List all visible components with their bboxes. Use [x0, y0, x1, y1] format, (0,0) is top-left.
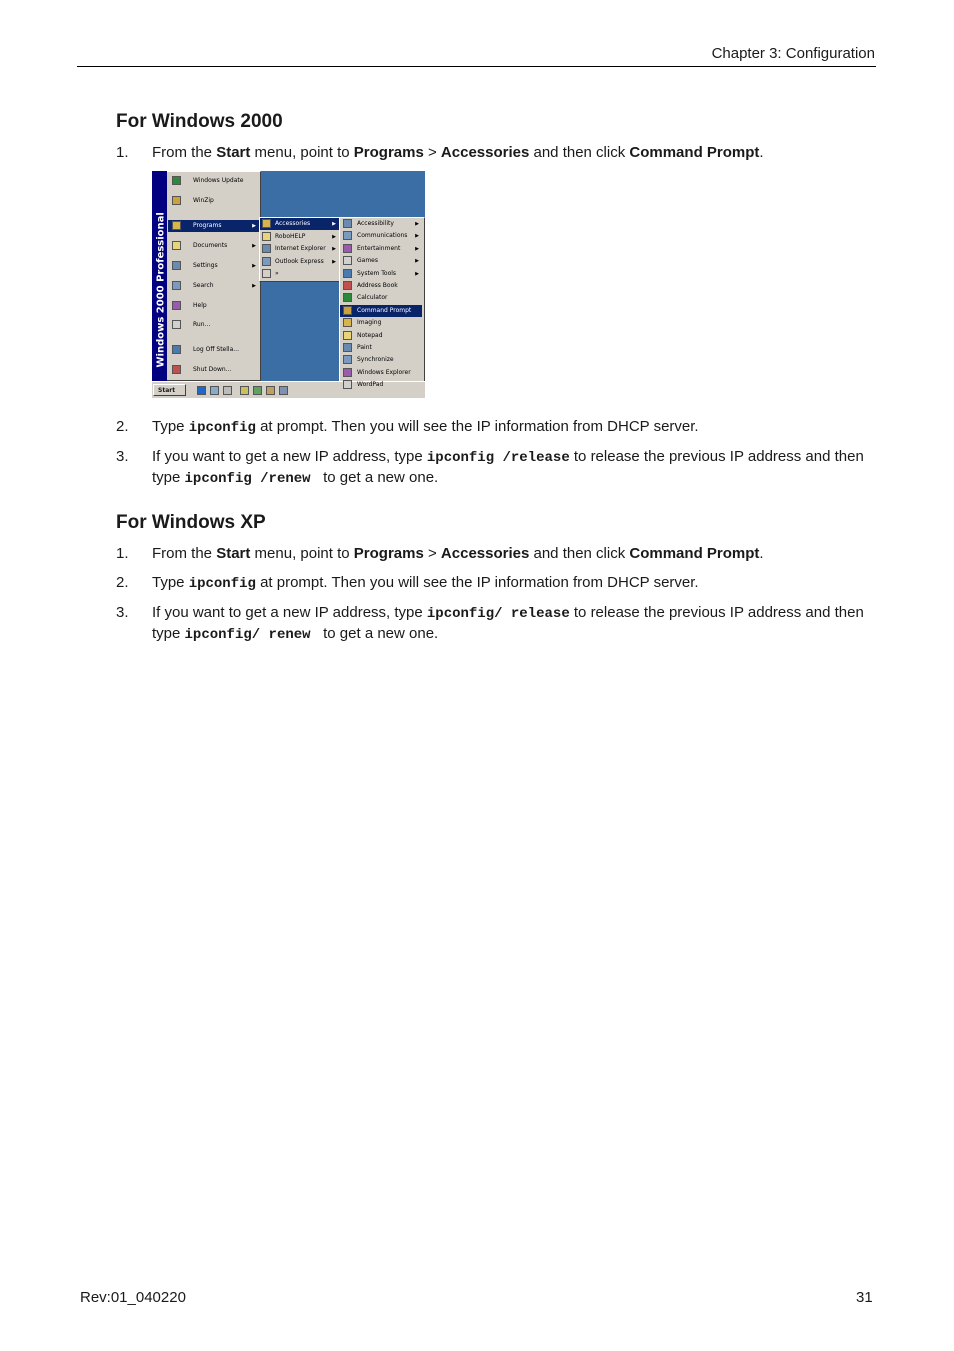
accessories-item-calculator[interactable] — [340, 292, 422, 304]
menu-item-label: Command Prompt — [357, 306, 412, 314]
programs-item-robohelp[interactable] — [260, 231, 339, 243]
start-item-search[interactable] — [168, 280, 259, 292]
calculator-icon — [343, 293, 352, 302]
start-item-log-off-stella[interactable] — [168, 344, 259, 356]
windows-explorer-icon — [343, 368, 352, 377]
submenu-arrow-icon: ▶ — [252, 243, 256, 249]
menu-item-label: Entertainment — [357, 244, 401, 252]
menu-item-label: Accessories — [275, 220, 311, 227]
programs-item-outlook-express[interactable] — [260, 256, 339, 268]
menu-item-label: Shut Down... — [193, 366, 232, 373]
menu-item-label: Log Off Stella... — [193, 346, 239, 353]
submenu-arrow-icon: ▶ — [252, 223, 256, 229]
programs-item-internet-explorer[interactable] — [260, 243, 339, 255]
tray-icon[interactable] — [266, 386, 275, 395]
internet-explorer-icon — [262, 244, 271, 253]
menu-item-label: Accessibility — [357, 220, 394, 227]
imaging-icon — [343, 318, 352, 327]
section-title-windows-xp: For Windows XP — [116, 512, 266, 533]
menu-item-label: WordPad — [357, 381, 384, 389]
programs-item-accessories[interactable] — [260, 218, 339, 230]
start-item-help[interactable] — [168, 300, 259, 312]
accessories-item-entertainment[interactable] — [340, 243, 422, 255]
start-item-settings[interactable] — [168, 260, 259, 272]
windows-update-icon — [172, 176, 181, 185]
accessories-item-command-prompt[interactable] — [340, 305, 422, 317]
tray-icon[interactable] — [253, 386, 262, 395]
accessories-item-accessibility[interactable] — [340, 218, 422, 230]
menu-item-label: Notepad — [357, 331, 383, 339]
submenu-arrow-icon: ▶ — [415, 270, 419, 277]
entertainment-icon — [343, 244, 352, 253]
synchronize-icon — [343, 355, 352, 364]
help-icon — [172, 301, 181, 310]
accessories-item-communications[interactable] — [340, 230, 422, 242]
submenu-arrow-icon: ▶ — [332, 258, 336, 265]
accessories-item-imaging[interactable] — [340, 317, 422, 329]
tray-icon[interactable] — [240, 386, 249, 395]
section-title-windows-2000: For Windows 2000 — [116, 111, 283, 132]
start-item-run[interactable] — [168, 319, 259, 331]
menu-item-label: Address Book — [357, 282, 398, 289]
start-item-windows-update[interactable] — [168, 175, 259, 187]
shut-down-icon — [172, 365, 181, 374]
settings-icon — [172, 261, 181, 270]
menu-item-label: Outlook Express — [275, 257, 324, 265]
start-item-documents[interactable] — [168, 240, 259, 252]
submenu-arrow-icon: ▶ — [252, 283, 256, 289]
outlook-icon[interactable] — [210, 386, 219, 395]
accessories-item-notepad[interactable] — [340, 330, 422, 342]
menu-item-label: Communications — [357, 232, 408, 240]
ie-icon[interactable] — [197, 386, 206, 395]
chapter-title: Chapter 3: Configuration — [711, 45, 875, 62]
system-tools-icon — [343, 269, 352, 278]
submenu-arrow-icon: ▶ — [415, 258, 419, 265]
address-book-icon — [343, 281, 352, 290]
submenu-arrow-icon: ▶ — [332, 246, 336, 252]
page-number: 31 — [856, 1289, 873, 1306]
menu-item-label: Programs — [193, 222, 222, 229]
accessibility-icon — [343, 219, 352, 228]
submenu-arrow-icon: ▶ — [415, 221, 419, 227]
robohelp-icon — [262, 232, 271, 241]
menu-item-label: Paint — [357, 344, 372, 351]
menu-item-label: Search — [193, 282, 214, 289]
submenu-arrow-icon: ▶ — [332, 233, 336, 240]
paint-icon — [343, 343, 352, 352]
desktop-icon[interactable] — [223, 386, 232, 395]
menu-item-label: Help — [193, 302, 207, 309]
programs-item-more[interactable] — [260, 268, 339, 280]
accessories-item-synchronize[interactable] — [340, 354, 422, 366]
menu-item-label: Internet Explorer — [275, 245, 326, 252]
menu-item-label: Imaging — [357, 319, 382, 327]
tray-icon[interactable] — [279, 386, 288, 395]
search-icon — [172, 281, 181, 290]
winzip-icon — [172, 196, 181, 205]
menu-item-label: Documents — [193, 242, 228, 249]
accessories-item-games[interactable] — [340, 255, 422, 267]
submenu-arrow-icon: ▶ — [252, 263, 256, 269]
log-off-stella-icon — [172, 345, 181, 354]
menu-item-label: Settings — [193, 262, 218, 269]
menu-item-label: Run... — [193, 321, 211, 328]
menu-item-label: Windows Update — [193, 177, 244, 184]
submenu-arrow-icon: ▶ — [332, 221, 336, 227]
more-icon — [262, 269, 271, 278]
command-prompt-icon — [343, 306, 352, 315]
start-item-programs[interactable] — [168, 220, 259, 232]
accessories-item-address-book[interactable] — [340, 280, 422, 292]
accessories-item-paint[interactable] — [340, 342, 422, 354]
start-item-winzip[interactable] — [168, 195, 259, 207]
submenu-arrow-icon: ▶ — [415, 233, 419, 240]
accessories-item-wordpad[interactable] — [340, 379, 422, 391]
menu-item-label: WinZip — [193, 197, 214, 204]
wordpad-icon — [343, 380, 352, 389]
menu-item-label: Synchronize — [357, 356, 394, 364]
menu-item-label: Calculator — [357, 294, 388, 302]
notepad-icon — [343, 331, 352, 340]
menu-item-label: Games — [357, 257, 378, 265]
documents-icon — [172, 241, 181, 250]
start-item-shut-down[interactable] — [168, 364, 259, 376]
page-header — [77, 44, 876, 67]
start-menu-screenshot — [152, 171, 425, 398]
accessories-icon — [262, 219, 271, 228]
menu-item-label: » — [275, 270, 279, 277]
revision-label: Rev:01_040220 — [80, 1289, 186, 1306]
games-icon — [343, 256, 352, 265]
accessories-item-windows-explorer[interactable] — [340, 367, 422, 379]
run-icon — [172, 320, 181, 329]
communications-icon — [343, 231, 352, 240]
menu-item-label: Windows Explorer — [357, 368, 411, 376]
start-button[interactable]: Start — [153, 384, 186, 396]
menu-item-label: RoboHELP — [275, 232, 306, 240]
accessories-item-system-tools[interactable] — [340, 268, 422, 280]
windows-2000-banner: Windows 2000 Professional — [152, 171, 167, 381]
programs-icon — [172, 221, 181, 230]
outlook-express-icon — [262, 257, 271, 266]
menu-item-label: System Tools — [357, 269, 397, 277]
submenu-arrow-icon: ▶ — [415, 245, 419, 252]
